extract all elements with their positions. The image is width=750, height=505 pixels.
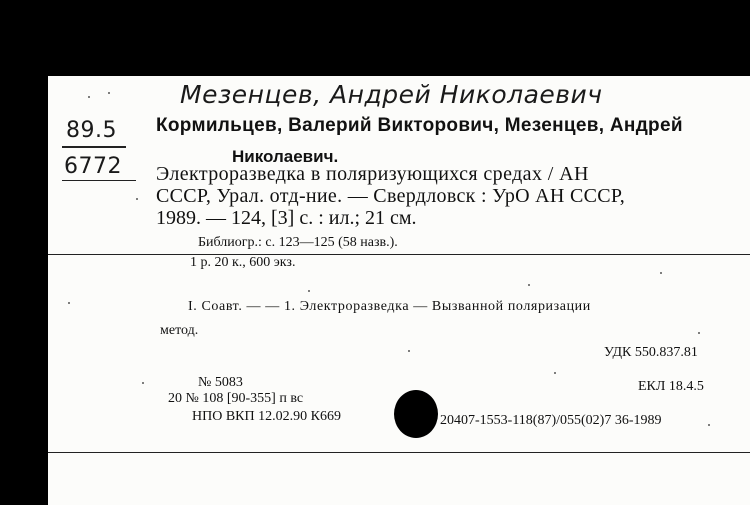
punch-hole xyxy=(394,390,438,438)
record-number: № 5083 xyxy=(198,375,243,390)
call-number-divider xyxy=(62,146,126,148)
scan-speck xyxy=(660,272,662,274)
scan-speck xyxy=(308,290,310,292)
title-line-3: 1989. — 124, [3] с. : ил.; 21 см. xyxy=(156,207,417,229)
ekl-code: ЕКЛ 18.4.5 xyxy=(638,379,704,394)
order-line: 20 № 108 [90-355] п вс xyxy=(168,391,304,406)
price-note: 1 р. 20 к., 600 экз. xyxy=(190,255,296,270)
title-line-1: Электроразведка в поляризующихся средах / АН xyxy=(156,163,589,185)
scan-speck xyxy=(528,284,530,286)
udc-code: УДК 550.837.81 xyxy=(604,345,698,360)
call-number-top: 89.5 xyxy=(66,118,117,143)
author-line: Кормильцев, Валерий Викторович, Мезенцев, Андрей xyxy=(156,115,683,136)
title-line-2: СССР, Урал. отд-ние. — Свердловск : УрО АН СССР, xyxy=(156,185,626,207)
subject-tracings: I. Соавт. — — 1. Электроразведка — Вызванной поляризации xyxy=(188,299,591,314)
handwritten-heading: Мезенцев, Андрей Николаевич xyxy=(180,80,603,109)
isbn-code: 20407-1553-118(87)/055(02)7 36-1989 xyxy=(440,413,662,428)
catalog-card xyxy=(48,76,750,505)
scan-speck xyxy=(408,350,410,352)
subject-tracings-continued: метод. xyxy=(160,323,199,338)
call-number-bottom: 6772 xyxy=(64,154,122,179)
publisher-line: НПО ВКП 12.02.90 К669 xyxy=(192,409,341,424)
scan-speck xyxy=(698,332,700,334)
scan-speck xyxy=(708,424,710,426)
author-line-continued: Николаевич. xyxy=(232,147,339,166)
scan-speck xyxy=(68,302,70,304)
scan-speck xyxy=(136,198,138,200)
scan-speck xyxy=(554,372,556,374)
scan-speck xyxy=(142,382,144,384)
call-number-underline xyxy=(62,180,136,181)
card-rule-lower xyxy=(48,452,750,453)
bibliography-note: Библиогр.: с. 123—125 (58 назв.). xyxy=(198,235,398,250)
card-rule-upper xyxy=(48,254,750,255)
scan-speck xyxy=(108,92,110,94)
scan-speck xyxy=(88,96,90,98)
